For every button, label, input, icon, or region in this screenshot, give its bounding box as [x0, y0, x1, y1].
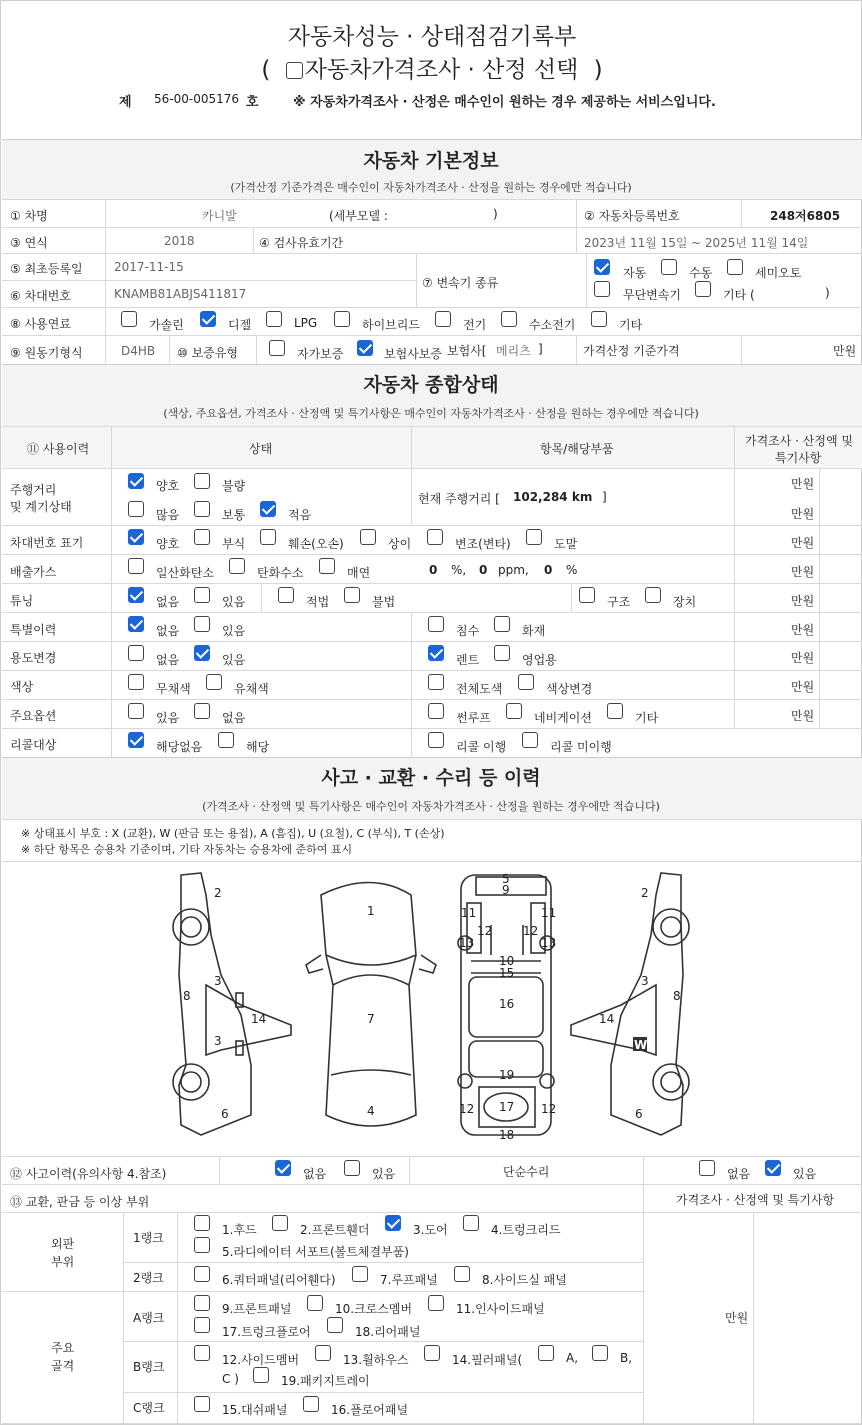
- vin-stolen-checkbox[interactable]: [526, 529, 542, 545]
- document-number: 56-00-005176: [154, 92, 240, 106]
- mileage-few-checkbox[interactable]: [260, 501, 276, 517]
- inspection-record-page: 자동차성능 · 상태점검기록부 ( 자동차가격조사 · 산정 선택 ) 제 56-00-005176 호 ※ 자동차가격조사 · 산정은 매수인이 원하는 경우 제공하는 서비스입니다. 자동차 기본정보 (가격산정 기준가격은 매수인이 자동차가격조사 · 산정을 원하는 경우에만 적습니다) ① 차명 카니발 (세부모델 : ) ② 자동차등록번호 248저6805 ③ 연식 2018 ④ 검사유효기간 2023년 11월 15일 ~ 2025년 11월 14일 ⑤ 최초등록일 2017-11-15 ⑥ 차대번호 KNAMB81ABJS411817 ⑦ 변속기 종류 자동 수동 세미오토 무단변속기 기타 ( ) ⑧ 사용연료 가솔린 디젤 LPG 하이브리드 전기 수소전기 기타 ⑨ 원동기형식 D4HB ⑩ 보증유형 자가보증 보험사보증 보험사[ 메리츠 ] 가격산정 기준가격 만원 자동차 종합상태 (색상, 주요옵션, 가격조사 · 산정액 및 특기사항은 매수인이 자동차가격조사 · 산정을 원하는 경우에만 적습니다) ⑪ 사용이력 상태 항목/해당부품 가격조사 · 산정액 및 특기사항 주행거리 및 계기상태 양호 불량 많음 보통 적음 현재 주행거리 [ 102,284 km ] 만원 만원 차대번호 표기 양호 부식 훼손(오손) 상이 변조(변타) 도말 만원 배출가스 일산화탄소 탄화수소 매연 0 %, 0 ppm, 0 % 만원 튜닝 없음 있음 적법 불법 구조 장치 만원 특별이력 없음 있음 침수 화재 만원 용도변경 없음 있음 렌트 영업용 만원 색상 무채색 유채색 전체도색 색상변경 만원 주요옵션 있음 없음 썬루프 네비게이션 기타 만원 리콜대상 해당없음 해당 리콜 이행 리콜 미이행 사고 · 교환 · 수리 등 이력 (가격조사 · 산정액 및 특기사항은 매수인이 자동차가격조사 · 산정을 원하는 경우에만 적습니다) ※ 상태표시 부호 : X (교환), W (판금 또는 용접), A (흠집), U (요철), C (부식), T (손상) ※ 하단 항목은 승용차 기준이며, 기타 자동차는 승용차에 준하여 표시 2 3 3 8 14 6 1 7 4 5 9 11 11 12 12 13 13 10 15 16 19 17 12 12 18 2 3 8 14 6 W ⑫ 사고이력(유의사항 4.참조) 없음 있음 단순수리 없음 있음 ⑬ 교환, 판금 등 이상 부위 가격조사 · 산정액 및 특기사항 외판 부위 1랭크 2랭크 주요 골격 A랭크 B랭크 C랭크 만원 1.후드 2.프론트휀더 3.도어 4.트렁크리드 5.라디에이터 서포트(볼트체결부품) 6.쿼터패널(리어휀다) 7.루프패널 8.사이드실 패널 9.프론트패널 10.크로스멤버 11.인사이드패널 17.트렁크플로어 18.리어패널 12.사이드멤버 13.휠하우스 14.필러패널( A, B, C ) 19.패키지트레이 15.대쉬패널 16.플로어패널: [0, 0, 862, 1425]
- first-registration: 2017-11-15: [114, 260, 184, 274]
- fuel-lpg-checkbox[interactable]: [266, 311, 282, 327]
- mark-3-left-a: 3: [214, 974, 222, 988]
- business-checkbox[interactable]: [494, 645, 510, 661]
- current-mileage: 102,284 km: [513, 490, 593, 504]
- mark-4: 4: [367, 1104, 375, 1118]
- model-year: 2018: [164, 234, 195, 248]
- tuning-none-checkbox[interactable]: [128, 587, 144, 603]
- mark-1: 1: [367, 904, 375, 918]
- mark-8-right: 8: [673, 989, 681, 1003]
- part-hood-checkbox[interactable]: [194, 1215, 210, 1231]
- mark-6-left: 6: [221, 1107, 229, 1121]
- mark-12-rear-left: 12: [459, 1102, 475, 1116]
- mark-14-right: 14: [599, 1012, 615, 1026]
- engine-type: D4HB: [121, 344, 156, 358]
- pillar-b-checkbox[interactable]: [592, 1345, 608, 1361]
- fire-checkbox[interactable]: [494, 616, 510, 632]
- use-change-exist-checkbox[interactable]: [194, 645, 210, 661]
- full-paint-checkbox[interactable]: [428, 674, 444, 690]
- trans-semi-checkbox[interactable]: [727, 259, 743, 275]
- mark-11-left: 11: [461, 906, 477, 920]
- fuel-hydrogen-checkbox[interactable]: [501, 311, 517, 327]
- fuel-electric-checkbox[interactable]: [435, 311, 451, 327]
- options-none-checkbox[interactable]: [194, 703, 210, 719]
- emission-hc-checkbox[interactable]: [229, 558, 245, 574]
- mark-2-left: 2: [214, 886, 222, 900]
- part-inside-panel-checkbox[interactable]: [428, 1295, 444, 1311]
- pillar-a-checkbox[interactable]: [538, 1345, 554, 1361]
- part-wheel-house-checkbox[interactable]: [315, 1345, 331, 1361]
- mark-10: 10: [499, 954, 515, 968]
- accident-none-checkbox[interactable]: [275, 1160, 291, 1176]
- status-title: 자동차 종합상태: [363, 374, 499, 396]
- tuning-structure-checkbox[interactable]: [579, 587, 595, 603]
- recall-na-checkbox[interactable]: [128, 732, 144, 748]
- mark-13-right: 13: [541, 936, 557, 950]
- mark-12-right: 12: [523, 924, 539, 938]
- mileage-normal-checkbox[interactable]: [194, 501, 210, 517]
- basic-info-title: 자동차 기본정보: [363, 150, 499, 172]
- registration-number: 248저6805: [770, 209, 841, 223]
- car-name: 카니발: [202, 209, 237, 223]
- vin-corrosion-checkbox[interactable]: [194, 529, 210, 545]
- insurer-name: 메리츠: [496, 344, 531, 358]
- options-exist-checkbox[interactable]: [128, 703, 144, 719]
- sunroof-checkbox[interactable]: [428, 703, 444, 719]
- part-dash-panel-checkbox[interactable]: [194, 1396, 210, 1412]
- part-front-fender-checkbox[interactable]: [272, 1215, 288, 1231]
- part-rear-panel-checkbox[interactable]: [327, 1317, 343, 1333]
- vin-diff-checkbox[interactable]: [360, 529, 376, 545]
- flood-checkbox[interactable]: [428, 616, 444, 632]
- mark-2-right: 2: [641, 886, 649, 900]
- legend-line-2: ※ 하단 항목은 승용차 기준이며, 기타 자동차는 승용차에 준하여 표시: [21, 843, 353, 856]
- chromatic-checkbox[interactable]: [206, 674, 222, 690]
- service-notice: ※ 자동차가격조사 · 산정은 매수인이 원하는 경우 제공하는 서비스입니다.: [293, 95, 716, 110]
- achromatic-checkbox[interactable]: [128, 674, 144, 690]
- mark-14-left: 14: [251, 1012, 267, 1026]
- price-check-checkbox[interactable]: [286, 62, 303, 79]
- document-subtitle: ( 자동차가격조사 · 산정 선택 ): [261, 57, 603, 83]
- mark-6-right: 6: [635, 1107, 643, 1121]
- inspection-from: 2023년 11월 15일: [584, 236, 688, 250]
- recall-done-checkbox[interactable]: [428, 732, 444, 748]
- tuning-illegal-checkbox[interactable]: [344, 587, 360, 603]
- fuel-hybrid-checkbox[interactable]: [334, 311, 350, 327]
- mark-17: 17: [499, 1100, 515, 1114]
- mark-13-left: 13: [459, 936, 475, 950]
- meter-good-checkbox[interactable]: [128, 473, 144, 489]
- fuel-diesel-checkbox[interactable]: [200, 311, 216, 327]
- mark-16: 16: [499, 997, 515, 1011]
- part-front-panel-checkbox[interactable]: [194, 1295, 210, 1311]
- car-damage-diagram: [161, 865, 701, 1147]
- recall-not-done-checkbox[interactable]: [522, 732, 538, 748]
- accident-title: 사고 · 교환 · 수리 등 이력: [321, 767, 541, 789]
- trans-manual-checkbox[interactable]: [661, 259, 677, 275]
- rent-checkbox[interactable]: [428, 645, 444, 661]
- simple-repair-none-checkbox[interactable]: [699, 1160, 715, 1176]
- meter-bad-checkbox[interactable]: [194, 473, 210, 489]
- part-door-checkbox[interactable]: [385, 1215, 401, 1231]
- recall-applicable-checkbox[interactable]: [218, 732, 234, 748]
- trans-auto-checkbox[interactable]: [594, 259, 610, 275]
- tuning-legal-checkbox[interactable]: [278, 587, 294, 603]
- color-change-checkbox[interactable]: [518, 674, 534, 690]
- mark-3-right: 3: [641, 974, 649, 988]
- options-etc-checkbox[interactable]: [607, 703, 623, 719]
- navigation-checkbox[interactable]: [506, 703, 522, 719]
- mark-5: 5: [502, 872, 510, 886]
- inspection-to: ~ 2025년 11월 14일: [691, 236, 809, 250]
- vin-good-checkbox[interactable]: [128, 529, 144, 545]
- fuel-gasoline-checkbox[interactable]: [121, 311, 137, 327]
- mark-18: 18: [499, 1128, 515, 1142]
- vin-damage-checkbox[interactable]: [260, 529, 276, 545]
- document-title: 자동차성능 · 상태점검기록부: [287, 24, 577, 50]
- part-radiator-support-checkbox[interactable]: [194, 1237, 210, 1253]
- mark-3-left-b: 3: [214, 1034, 222, 1048]
- mark-8-left: 8: [183, 989, 191, 1003]
- part-cross-member-checkbox[interactable]: [307, 1295, 323, 1311]
- emission-smoke-checkbox[interactable]: [319, 558, 335, 574]
- trans-cvt-checkbox[interactable]: [594, 281, 610, 297]
- mark-11-right: 11: [541, 906, 557, 920]
- mark-19: 19: [499, 1068, 515, 1082]
- mark-7: 7: [367, 1012, 375, 1026]
- tuning-device-checkbox[interactable]: [645, 587, 661, 603]
- part-roof-panel-checkbox[interactable]: [352, 1266, 368, 1282]
- mileage-many-checkbox[interactable]: [128, 501, 144, 517]
- part-pillar-panel-checkbox[interactable]: [424, 1345, 440, 1361]
- mark-12-left: 12: [477, 924, 493, 938]
- fuel-etc-checkbox[interactable]: [591, 311, 607, 327]
- part-trunk-floor-checkbox[interactable]: [194, 1317, 210, 1333]
- simple-repair-exist-checkbox[interactable]: [765, 1160, 781, 1176]
- part-side-member-checkbox[interactable]: [194, 1345, 210, 1361]
- part-quarter-panel-checkbox[interactable]: [194, 1266, 210, 1282]
- vin-altered-checkbox[interactable]: [427, 529, 443, 545]
- mark-15: 15: [499, 966, 515, 980]
- tuning-exist-checkbox[interactable]: [194, 587, 210, 603]
- special-exist-checkbox[interactable]: [194, 616, 210, 632]
- part-floor-panel-checkbox[interactable]: [303, 1396, 319, 1412]
- vin: KNAMB81ABJS411817: [114, 287, 247, 301]
- legend-line-1: ※ 상태표시 부호 : X (교환), W (판금 또는 용접), A (흠집), U (요철), C (부식), T (손상): [21, 827, 445, 840]
- trans-etc-checkbox[interactable]: [695, 281, 711, 297]
- mark-12-rear-right: 12: [541, 1102, 557, 1116]
- accident-exist-checkbox[interactable]: [344, 1160, 360, 1176]
- part-trunk-lid-checkbox[interactable]: [463, 1215, 479, 1231]
- mark-w-right-door: W: [634, 1038, 648, 1052]
- use-change-none-checkbox[interactable]: [128, 645, 144, 661]
- mark-9: 9: [502, 883, 510, 897]
- emission-co-checkbox[interactable]: [128, 558, 144, 574]
- part-side-sill-checkbox[interactable]: [454, 1266, 470, 1282]
- warranty-self-checkbox[interactable]: [269, 340, 285, 356]
- special-none-checkbox[interactable]: [128, 616, 144, 632]
- warranty-insurer-checkbox[interactable]: [357, 340, 373, 356]
- part-package-tray-checkbox[interactable]: [253, 1367, 269, 1383]
